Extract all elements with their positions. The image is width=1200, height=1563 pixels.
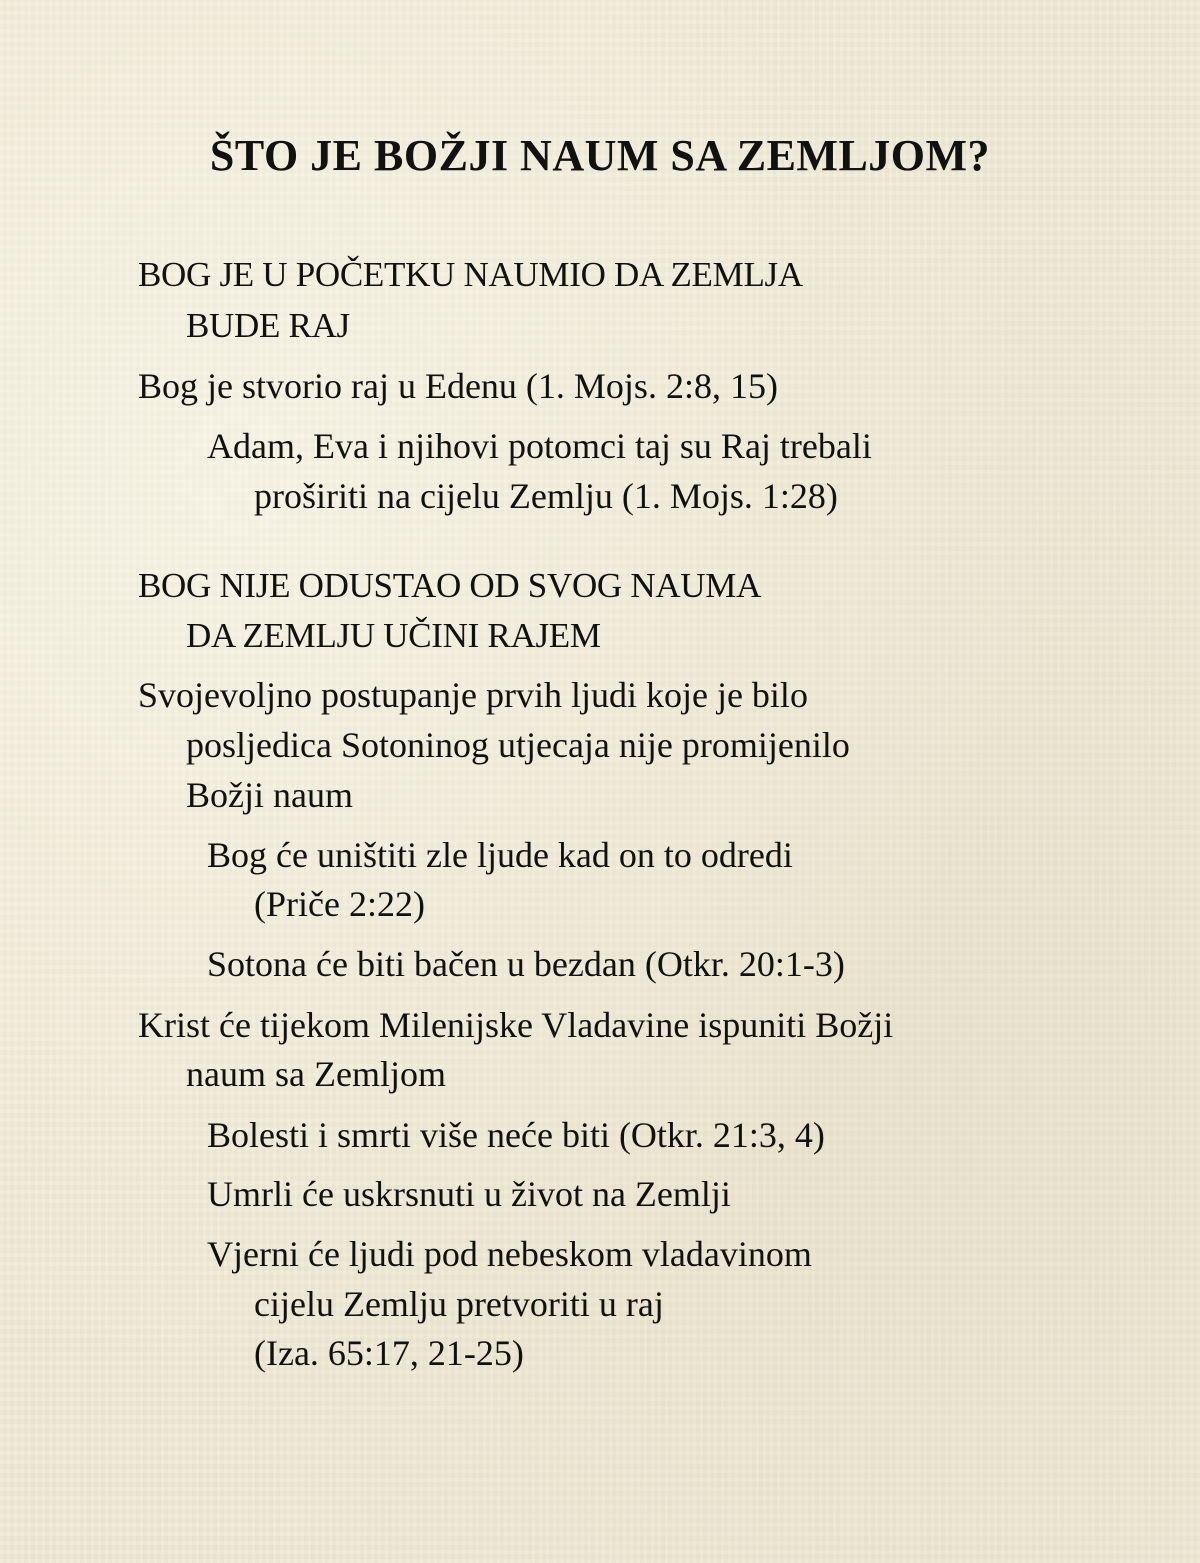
outline-item-level-2: Sotona će biti bačen u bezdan (Otkr. 20:1-3) [207,944,845,984]
outline-item-level-1: Bog je stvorio raj u Edenu (1. Mojs. 2:8, 15) [138,366,778,406]
section-heading-2-line-2: DA ZEMLJU UČINI RAJEM [186,616,601,655]
outline-item-level-1-cont: posljedica Sotoninog utjecaja nije promijenilo [186,725,850,765]
section-heading-2-line-1: BOG NIJE ODUSTAO OD SVOG NAUMA [138,566,762,605]
outline-item-level-1: Svojevoljno postupanje prvih ljudi koje je bilo [138,675,808,715]
outline-item-level-1-cont: naum sa Zemljom [186,1054,446,1094]
outline-item-level-2-cont: proširiti na cijelu Zemlju (1. Mojs. 1:28) [254,476,838,516]
outline-item-level-2: Adam, Eva i njihovi potomci taj su Raj trebali [207,426,872,466]
outline-item-level-2: Bog će uništiti zle ljude kad on to odredi [207,835,793,875]
outline-item-level-2: Umrli će uskrsnuti u život na Zemlji [207,1174,731,1214]
outline-item-level-2: Vjerni će ljudi pod nebeskom vladavinom [207,1234,812,1274]
outline-item-level-1: Krist će tijekom Milenijske Vladavine ispuniti Božji [138,1005,894,1045]
section-heading-1-line-1: BOG JE U POČETKU NAUMIO DA ZEMLJA [138,255,803,294]
outline-item-level-2-cont: cijelu Zemlju pretvoriti u raj [254,1284,664,1324]
outline-item-level-2-cont: (Iza. 65:17, 21-25) [254,1333,524,1373]
outline-item-level-1-cont: Božji naum [186,775,353,815]
outline-item-level-2: Bolesti i smrti više neće biti (Otkr. 21:3, 4) [207,1115,825,1155]
outline-item-level-2-cont: (Priče 2:22) [254,884,425,924]
section-heading-1-line-2: BUDE RAJ [186,306,350,345]
page-title: ŠTO JE BOŽJI NAUM SA ZEMLJOM? [209,131,991,180]
